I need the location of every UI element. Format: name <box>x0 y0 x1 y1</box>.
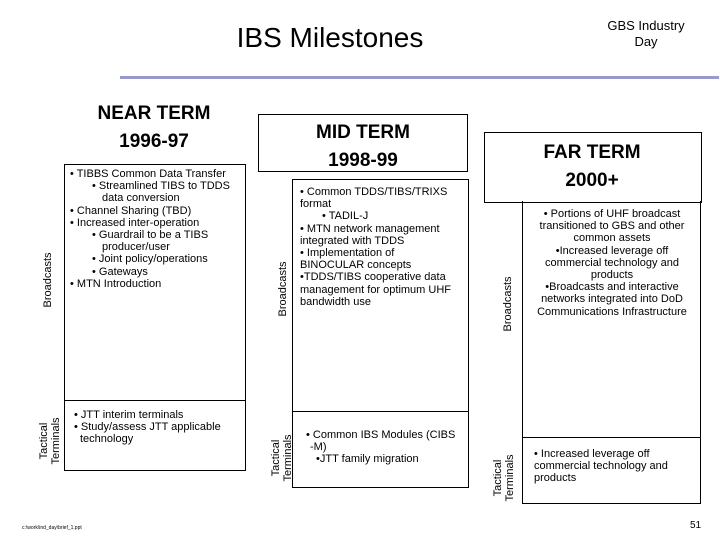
near-tactical-label-line1: Tactical <box>38 422 50 460</box>
far-tactical-label-line2: Terminals <box>504 454 516 502</box>
far-term-right-border <box>700 201 701 504</box>
list-item: producer/user <box>102 241 170 254</box>
list-item: • Channel Sharing (TBD) <box>70 204 192 217</box>
list-item: commercial technology and <box>534 460 668 473</box>
near-broadcasts-label: Broadcasts <box>42 252 54 308</box>
near-term-heading-line2: 1996-97 <box>119 131 189 152</box>
list-item: • Implementation of <box>300 247 395 260</box>
near-tactical-label <box>38 403 66 479</box>
far-term-heading <box>484 139 700 195</box>
mid-tactical-label <box>270 420 298 496</box>
list-item: • Guardrail to be a TIBS <box>92 229 209 242</box>
list-item: •Increased leverage off <box>555 244 669 257</box>
list-item: -M) <box>310 441 327 454</box>
far-broadcasts-label: Broadcasts <box>502 276 514 332</box>
far-tactical-label <box>492 440 520 516</box>
far-tactical-list <box>534 448 700 485</box>
list-item: transitioned to GBS and other <box>539 220 685 233</box>
list-item: products <box>534 472 577 485</box>
far-term-divider <box>522 437 701 438</box>
list-item: • Increased inter-operation <box>70 216 200 229</box>
event-label <box>596 18 696 50</box>
near-term-heading <box>64 96 244 154</box>
mid-tactical-label-line1: Tactical <box>270 439 282 477</box>
far-term-heading-line2: 2000+ <box>565 170 619 191</box>
page-number: 51 <box>690 520 702 531</box>
list-item: • TIBBS Common Data Transfer <box>70 168 226 180</box>
list-item: BINOCULAR concepts <box>300 259 412 272</box>
mid-tactical-label-line2: Terminals <box>282 434 294 482</box>
list-item: • Study/assess JTT applicable <box>74 421 221 434</box>
far-term-left-border <box>522 201 523 504</box>
title-rule <box>120 76 719 79</box>
list-item: format <box>300 198 332 211</box>
mid-term-divider <box>292 411 468 412</box>
far-term-bottom-border <box>522 503 701 504</box>
list-item: • Portions of UHF broadcast <box>543 208 681 220</box>
list-item: technology <box>80 433 134 446</box>
near-tactical-label-line2: Terminals <box>50 417 62 465</box>
list-item: • Joint policy/operations <box>92 253 208 266</box>
list-item: • JTT interim terminals <box>74 409 184 421</box>
list-item: • Increased leverage off <box>534 448 650 460</box>
file-path: c:\work\ind_day\brief_1.ppt <box>22 525 82 531</box>
list-item: • Streamlined TIBS to TDDS <box>92 180 230 193</box>
near-term-divider <box>64 400 245 401</box>
mid-broadcasts-list <box>300 186 466 308</box>
list-item: bandwidth use <box>300 295 371 308</box>
mid-term-heading <box>258 114 468 172</box>
list-item: networks integrated into DoD <box>541 293 683 306</box>
list-item: commercial technology and <box>545 256 679 269</box>
list-item: • Common TDDS/TIBS/TRIXS <box>300 186 448 198</box>
list-item: Communications Infrastructure <box>537 305 687 318</box>
near-term-heading-line1: NEAR TERM <box>97 103 211 124</box>
list-item: • MTN network management <box>300 222 440 235</box>
mid-term-heading-line2: 1998-99 <box>328 150 398 171</box>
far-term-heading-line1: FAR TERM <box>543 142 641 163</box>
near-broadcasts-list <box>70 168 242 290</box>
list-item: integrated with TDDS <box>300 234 405 247</box>
list-item: common assets <box>573 232 651 245</box>
event-label-line2: Day <box>634 34 658 49</box>
list-item: management for optimum UHF <box>300 283 451 296</box>
list-item: •JTT family migration <box>316 453 419 466</box>
list-item: • TADIL-J <box>322 210 369 223</box>
list-item: • Gateways <box>92 265 148 278</box>
list-item: products <box>590 269 634 282</box>
mid-tactical-list <box>306 429 466 466</box>
list-item: • MTN Introduction <box>70 277 162 290</box>
list-item: • Common IBS Modules (CIBS <box>306 429 456 441</box>
list-item: •Broadcasts and interactive <box>545 281 679 294</box>
near-tactical-list <box>74 409 244 446</box>
slide-title: IBS Milestones <box>236 22 424 53</box>
far-tactical-label-line1: Tactical <box>492 459 504 497</box>
far-broadcasts-list <box>524 208 700 318</box>
mid-term-heading-line1: MID TERM <box>316 122 410 143</box>
list-item: data conversion <box>102 192 180 205</box>
event-label-line1: GBS Industry <box>607 18 685 33</box>
mid-broadcasts-label: Broadcasts <box>277 261 289 317</box>
list-item: •TDDS/TIBS cooperative data <box>300 271 446 284</box>
